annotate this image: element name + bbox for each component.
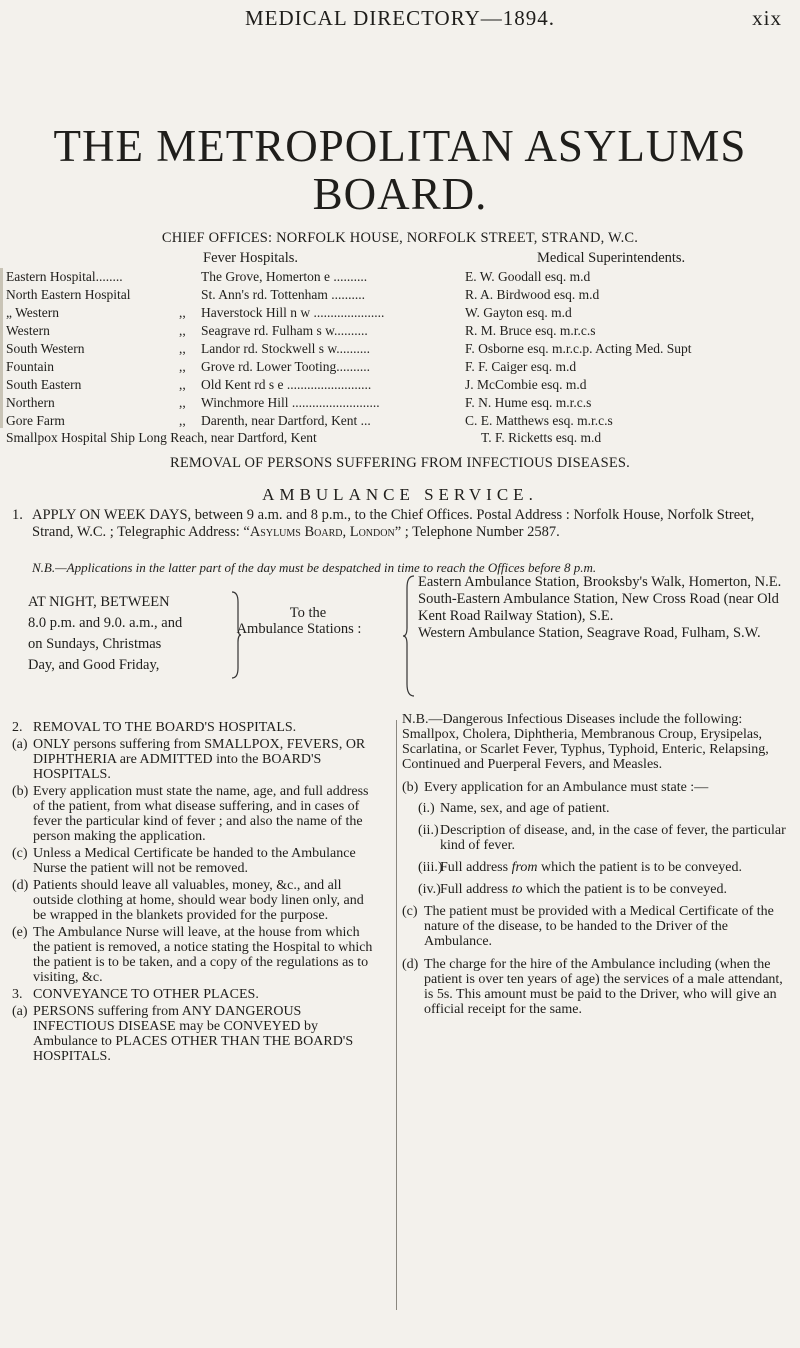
section-2-item xyxy=(12,878,380,923)
dangerous-diseases-note: N.B.—Dangerous Infectious Diseases include the following: Smallpox, Cholera, Diphtheria, Membranous Croup, Erysipelas, Scarlatina, or Scarlet Fever, Typhus, Typhoid, Enteric, Relapsing, Continued and Puerperal Fevers, and Measles. xyxy=(402,712,769,772)
item-label: (e) xyxy=(12,925,28,940)
hospital-address: The Grove, Homerton e .......... xyxy=(201,269,368,284)
left-column xyxy=(12,720,380,1066)
station-item: South-Eastern Ambulance Station, New Cross Road (near Old Kent Road Railway Station), S.E. xyxy=(418,591,779,624)
hospital-name: Fountain xyxy=(6,359,55,374)
section-2-item xyxy=(12,784,380,844)
apply-text: APPLY ON WEEK DAYS, between 9 a.m. and 8 p.m., to the Chief Offices. Postal Address : Norfolk House, Norfolk Street, Strand, W.C. ; Telegraphic Address: “ xyxy=(32,507,755,540)
hospital-row xyxy=(0,268,800,286)
superintendent-name: R. M. Bruce esq. m.r.c.s xyxy=(465,323,596,338)
item-b xyxy=(402,780,790,795)
superintendent-name: F. N. Hume esq. m.r.c.s xyxy=(465,395,592,410)
sub-item-text: Description of disease, and, in the case of fever, the particular kind of fever. xyxy=(440,823,786,853)
item-label: (d) xyxy=(12,878,29,893)
hospital-row xyxy=(0,286,800,304)
ditto-mark: ,, xyxy=(179,341,186,356)
section-3-item xyxy=(12,1004,380,1064)
sub-item-emphasis: from xyxy=(511,860,538,875)
item-label: (b) xyxy=(402,780,419,795)
latter-part-note: N.B.—Applications in the latter part of the day must be despatched in time to reach the Offices before 8 p.m. xyxy=(32,560,597,575)
apply-text-end: ” ; Telephone Number 2587. xyxy=(394,524,560,540)
hospital-name: South Eastern xyxy=(6,377,82,392)
smallpox-ship-row xyxy=(6,430,602,446)
item-text: The Ambulance Nurse will leave, at the house from which the patient is removed, a notice stating the Hospital to which the patient is to be taken, and a copy of the regulations as to visiting, &c. xyxy=(33,925,373,985)
superintendent-name: W. Gayton esq. m.d xyxy=(465,305,572,320)
sub-item-label: (iii.) xyxy=(418,860,443,875)
item-text: The charge for the hire of the Ambulance including (when the patient is over ten years of age) the services of a male attendant, is 5s. This amount must be paid to the Driver, who will give an official receipt for the same. xyxy=(424,957,783,1017)
telegraphic-address: Asylums Board, London xyxy=(249,524,395,540)
superintendents-heading: Medical Superintendents. xyxy=(537,250,686,266)
item-label: (a) xyxy=(12,737,28,752)
smallpox-ship-text: Smallpox Hospital Ship Long Reach, near Dartford, Kent xyxy=(6,430,317,445)
item-d xyxy=(402,957,790,1017)
hospital-address: Haverstock Hill n w ..................... xyxy=(201,305,385,320)
superintendent-name: C. E. Matthews esq. m.r.c.s xyxy=(465,413,613,428)
ditto-mark: ,, xyxy=(179,305,186,320)
item-text: The patient must be provided with a Medical Certificate of the nature of the disease, to be handed to the Driver of the Ambulance. xyxy=(424,904,774,949)
item-text: Patients should leave all valuables, money, &c., and all outside clothing at home, should wear body linen only, and be wrapped in the blankets provided for the purpose. xyxy=(33,878,364,923)
hospital-address: Landor rd. Stockwell s w.......... xyxy=(201,341,370,356)
sub-item-emphasis: to xyxy=(511,882,523,897)
item-label: (b) xyxy=(12,784,29,799)
station-item: Western Ambulance Station, Seagrave Road, Fulham, S.W. xyxy=(418,625,761,641)
hospital-address: Winchmore Hill .......................... xyxy=(201,395,380,410)
sub-item-label: (i.) xyxy=(418,801,435,816)
page-number: xix xyxy=(752,6,782,30)
sub-item-text: Full address xyxy=(440,860,512,875)
ditto-mark: ,, xyxy=(179,377,186,392)
stations-list xyxy=(418,574,788,642)
sub-item xyxy=(402,882,790,897)
hospital-name: North Eastern Hospital xyxy=(6,287,131,302)
sub-item-text: which the patient is to be conveyed. xyxy=(522,882,727,897)
hospital-row xyxy=(0,322,800,340)
removal-heading: REMOVAL OF PERSONS SUFFERING FROM INFECTIOUS DISEASES. xyxy=(170,455,630,471)
night-line: on Sundays, Christmas xyxy=(28,636,162,652)
item-text: PERSONS suffering from ANY DANGEROUS INFECTIOUS DISEASE may be CONVEYED by Ambulance to PLACES OTHER THAN THE BOARD'S HOSPITALS. xyxy=(33,1004,354,1064)
ditto-mark: ,, xyxy=(179,395,186,410)
chief-offices: CHIEF OFFICES: NORFOLK HOUSE, NORFOLK STREET, STRAND, W.C. xyxy=(161,230,639,246)
hospital-row xyxy=(0,394,800,412)
hospital-name: Northern xyxy=(6,395,55,410)
item-label: (c) xyxy=(402,904,418,919)
to-the-text: To the xyxy=(289,605,327,621)
hospital-address: Seagrave rd. Fulham s w.......... xyxy=(201,323,368,338)
column-divider xyxy=(396,720,397,1310)
section-2-item xyxy=(12,737,380,782)
sub-item-label: (ii.) xyxy=(418,823,439,838)
sub-item-text: Name, sex, and age of patient. xyxy=(440,801,610,816)
section-2-heading xyxy=(12,720,380,735)
item-text: ONLY persons suffering from SMALLPOX, FEVERS, OR DIPHTHERIA are ADMITTED into the BOARD'S HOSPITALS. xyxy=(33,737,366,782)
superintendent-name: J. McCombie esq. m.d xyxy=(465,377,587,392)
to-the-stations xyxy=(236,605,368,637)
item-text: Every application for an Ambulance must state :— xyxy=(424,780,709,795)
superintendent-name: E. W. Goodall esq. m.d xyxy=(465,269,591,284)
hospital-row xyxy=(0,358,800,376)
night-service xyxy=(28,592,228,676)
section-2-item xyxy=(12,925,380,985)
section-number: 1. xyxy=(12,507,23,523)
ditto-mark: ,, xyxy=(179,413,186,428)
section-2-item xyxy=(12,846,380,876)
ditto-mark: ,, xyxy=(179,359,186,374)
right-column xyxy=(402,712,790,1025)
item-label: (c) xyxy=(12,846,28,861)
section-number: 2. xyxy=(12,720,23,735)
left-brace-icon xyxy=(402,574,416,698)
section-heading-text: CONVEYANCE TO OTHER PLACES. xyxy=(33,987,259,1002)
running-head-title: MEDICAL DIRECTORY—1894. xyxy=(244,6,555,30)
item-text: Unless a Medical Certificate be handed to the Ambulance Nurse the patient will not be removed. xyxy=(33,846,356,876)
section-number: 3. xyxy=(12,987,23,1002)
item-c xyxy=(402,904,790,949)
night-line: 8.0 p.m. and 9.0. a.m., and xyxy=(28,615,183,631)
ambulance-stations-text: Ambulance Stations : xyxy=(236,621,362,637)
section-heading-text: REMOVAL TO THE BOARD'S HOSPITALS. xyxy=(33,720,297,735)
superintendent-name: F. F. Caiger esq. m.d xyxy=(465,359,577,374)
page-title: THE METROPOLITAN ASYLUMS BOARD. xyxy=(53,121,747,219)
hospital-address: Old Kent rd s e ......................... xyxy=(201,377,372,392)
apply-paragraph xyxy=(12,507,792,541)
ambulance-service-heading: AMBULANCE SERVICE. xyxy=(262,485,538,504)
hospital-address: St. Ann's rd. Tottenham .......... xyxy=(201,287,365,302)
ditto-mark: ,, xyxy=(179,323,186,338)
sub-item xyxy=(402,823,790,853)
section-3-heading xyxy=(12,987,380,1002)
superintendent-name: R. A. Birdwood esq. m.d xyxy=(465,287,600,302)
night-line: AT NIGHT, BETWEEN xyxy=(28,594,170,610)
hospital-row xyxy=(0,304,800,322)
hospital-name: South Western xyxy=(6,341,85,356)
item-text: Every application must state the name, age, and full address of the patient, from what disease suffering, and in cases of fever the particular kind of fever ; and also the name of the person making the application. xyxy=(33,784,369,844)
smallpox-ship-superintendent: T. F. Ricketts esq. m.d xyxy=(481,430,602,445)
hospital-name: Eastern Hospital........ xyxy=(6,269,123,284)
sub-item-text: which the patient is to be conveyed. xyxy=(537,860,742,875)
superintendent-name: F. Osborne esq. m.r.c.p. Acting Med. Supt xyxy=(465,341,692,356)
sub-item xyxy=(402,801,790,816)
fever-hospitals-heading: Fever Hospitals. xyxy=(203,250,299,266)
item-label: (d) xyxy=(402,957,419,972)
sub-item-label: (iv.) xyxy=(418,882,441,897)
running-head xyxy=(0,6,800,36)
night-line: Day, and Good Friday, xyxy=(28,657,160,673)
hospital-name: „ Western xyxy=(6,305,60,320)
hospital-address: Grove rd. Lower Tooting.......... xyxy=(201,359,371,374)
hospital-address: Darenth, near Dartford, Kent ... xyxy=(201,413,371,428)
hospital-row xyxy=(0,412,800,430)
sub-item xyxy=(402,860,790,875)
hospital-name: Western xyxy=(6,323,50,338)
station-item: Eastern Ambulance Station, Brooksby's Walk, Homerton, N.E. xyxy=(418,574,782,590)
sub-item-text: Full address xyxy=(440,882,512,897)
hospital-row xyxy=(0,376,800,394)
item-label: (a) xyxy=(12,1004,28,1019)
hospital-row xyxy=(0,340,800,358)
hospital-name: Gore Farm xyxy=(6,413,65,428)
